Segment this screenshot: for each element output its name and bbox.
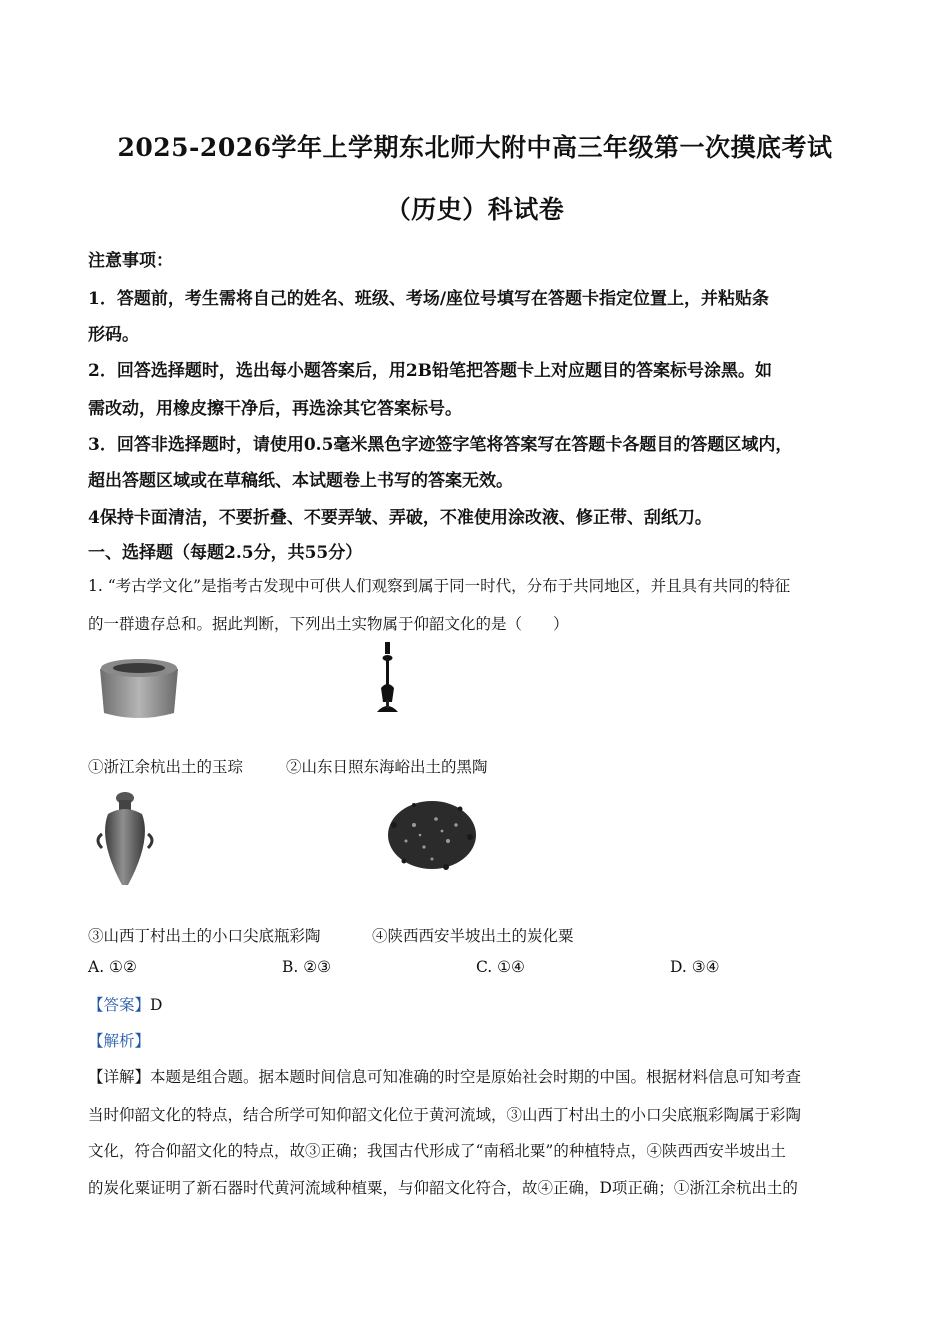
- exam-title-line1: 2025-2026学年上学期东北师大附中高三年级第一次摸底考试: [117, 133, 833, 162]
- analysis-label: 【解析】: [88, 1032, 151, 1050]
- black-pottery-image: [368, 640, 408, 720]
- option-b[interactable]: B. ②③: [282, 958, 332, 976]
- artifact-caption-3: ③山西丁村出土的小口尖底瓶彩陶: [88, 927, 321, 945]
- exam-title-line2: （历史）科试卷: [385, 195, 565, 224]
- answer-label: 【答案】: [88, 996, 151, 1014]
- detail-line: 【详解】本题是组合题。据本题时间信息可知准确的时空是原始社会时期的中国。根据材料信息可知考查: [88, 1068, 802, 1086]
- detail-line: 文化，符合仰韶文化的特点，故③正确；我国古代形成了“南稻北粟”的种植特点，④陕西西安半坡出土: [88, 1142, 786, 1160]
- notice-heading: 注意事项：: [88, 251, 173, 271]
- answer-value: D: [150, 996, 163, 1014]
- notice-line: 2．回答选择题时，选出每小题答案后，用2B铅笔把答题卡上对应题目的答案标号涂黑。如: [88, 361, 773, 381]
- artifact-caption-4: ④陕西西安半坡出土的炭化粟: [372, 927, 574, 945]
- notice-line: 4保持卡面清洁，不要折叠、不要弄皱、弄破，不准使用涂改液、修正带、刮纸刀。: [88, 508, 712, 528]
- question-stem-line1: 1. “考古学文化”是指考古发现中可供人们观察到属于同一时代，分布于共同地区，并且具有共同的特征: [88, 577, 791, 595]
- artifact-caption-2: ②山东日照东海峪出土的黑陶: [286, 758, 488, 776]
- notice-line: 形码。: [88, 325, 139, 345]
- notice-line: 需改动，用橡皮擦干净后，再选涂其它答案标号。: [88, 399, 462, 419]
- carbonized-millet-image: [384, 795, 480, 875]
- notice-line: 3．回答非选择题时，请使用0.5毫米黑色字迹签字笔将答案写在答题卡各题目的答题区域内，: [88, 435, 793, 455]
- answer-line: [88, 993, 878, 1015]
- question-stem-line2: 的一群遗存总和。据此判断，下列出土实物属于仰韶文化的是（ ）: [88, 615, 569, 633]
- detail-line: 当时仰韶文化的特点，结合所学可知仰韶文化位于黄河流域，③山西丁村出土的小口尖底瓶彩陶属于彩陶: [88, 1106, 802, 1124]
- jade-cong-image: [94, 655, 184, 723]
- option-a[interactable]: A. ①②: [88, 958, 137, 976]
- detail-line: 的炭化粟证明了新石器时代黄河流域种植粟，与仰韶文化符合，故④正确，D项正确；①浙江余杭出土的: [88, 1179, 798, 1197]
- option-d[interactable]: D. ③④: [670, 958, 720, 976]
- option-c[interactable]: C. ①④: [476, 958, 525, 976]
- notice-line: 超出答题区域或在草稿纸、本试题卷上书写的答案无效。: [88, 471, 513, 491]
- pointed-bottom-bottle-image: [88, 790, 163, 888]
- artifact-caption-1: ①浙江余杭出土的玉琮: [88, 758, 244, 776]
- section-heading: 一、选择题（每题2.5分，共55分）: [88, 543, 363, 563]
- notice-line: 1．答题前，考生需将自己的姓名、班级、考场/座位号填写在答题卡指定位置上，并粘贴条: [88, 289, 770, 309]
